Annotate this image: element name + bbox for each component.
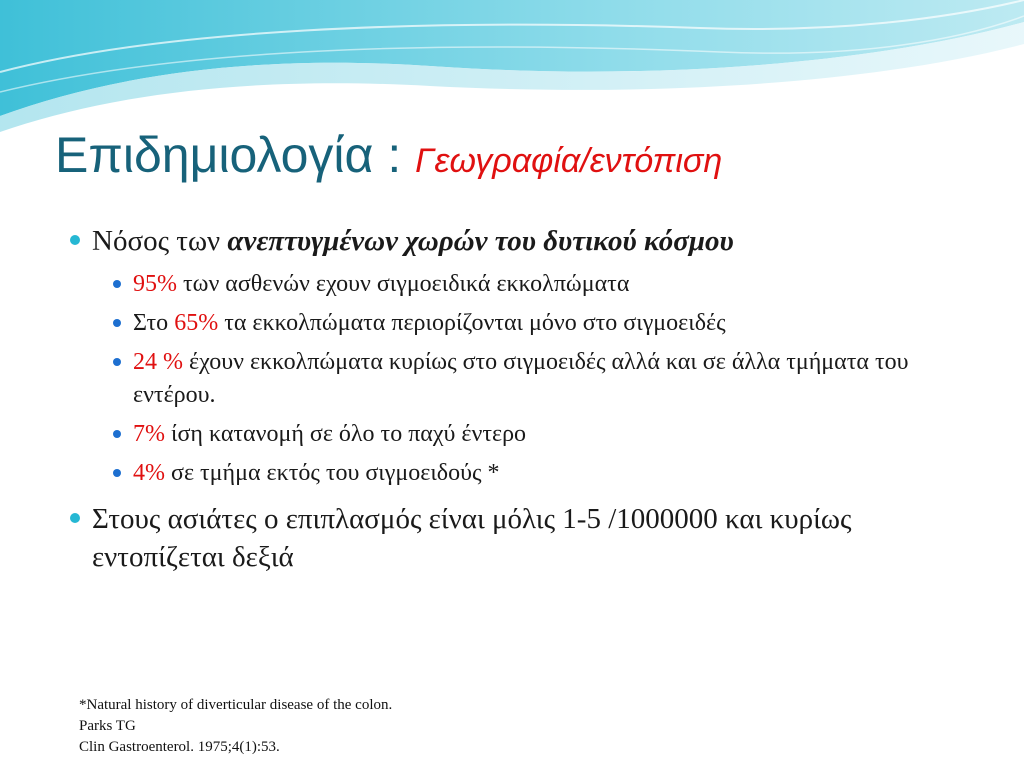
bullet-dot-icon (70, 235, 80, 245)
sub-bullet-dot-icon (113, 280, 121, 288)
sub-bullet-percentage: 7% (133, 421, 165, 447)
reference-footnote (79, 695, 392, 758)
sub-bullet-dot-icon (113, 469, 121, 477)
sub-bullet-65 (60, 307, 960, 340)
sub-bullet-text: των ασθενών εχουν σιγμοειδικά εκκολπώματα (177, 271, 630, 297)
header-wave-decoration (0, 0, 1024, 140)
sub-bullet-percentage: 24 % (133, 349, 183, 375)
sub-bullet-4 (60, 457, 960, 490)
sub-bullet-dot-icon (113, 430, 121, 438)
sub-bullet-dot-icon (113, 319, 121, 327)
reference-line: *Natural history of diverticular disease of the colon. (79, 697, 393, 713)
bullet-asians (60, 500, 960, 576)
sub-bullet-7 (60, 418, 960, 451)
reference-line: Clin Gastroenterol. 1975;4(1):53. (79, 739, 280, 755)
sub-bullet-24 (60, 346, 960, 412)
bullet-list (60, 222, 960, 576)
slide-title (55, 128, 722, 183)
sub-bullet-percentage: 95% (133, 271, 177, 297)
bullet-bold-text: ανεπτυγμένων χωρών του δυτικού κόσμου (227, 225, 734, 257)
sub-bullet-dot-icon (113, 358, 121, 366)
title-subtitle: Γεωγραφία/εντόπιση (415, 142, 723, 180)
sub-bullet-text: έχουν εκκολπώματα κυρίως στο σιγμοειδές αλλά και σε άλλα τμήματα του εντέρου. (133, 349, 909, 408)
bullet-dot-icon (70, 513, 80, 523)
sub-bullet-text: τα εκκολπώματα περιορίζονται μόνο στο σιγμοειδές (218, 310, 726, 336)
sub-bullet-text: σε τμήμα εκτός του σιγμοειδούς * (165, 460, 500, 486)
sub-bullet-percentage: 4% (133, 460, 165, 486)
bullet-text: Νόσος των (92, 225, 228, 257)
sub-bullet-text: ίση κατανομή σε όλο το παχύ έντερο (165, 421, 527, 447)
bullet-text: Στους ασιάτες ο επιπλασμός είναι μόλις 1-5 /1000000 και κυρίως εντοπίζεται δεξιά (92, 503, 852, 573)
title-main: Επιδημιολογία : (55, 127, 416, 183)
reference-line: Parks TG (79, 718, 136, 734)
sub-bullet-pre: Στο (133, 310, 175, 336)
sub-bullet-percentage: 65% (174, 310, 219, 336)
sub-bullet-95 (60, 268, 960, 301)
bullet-developed-countries (60, 222, 960, 260)
